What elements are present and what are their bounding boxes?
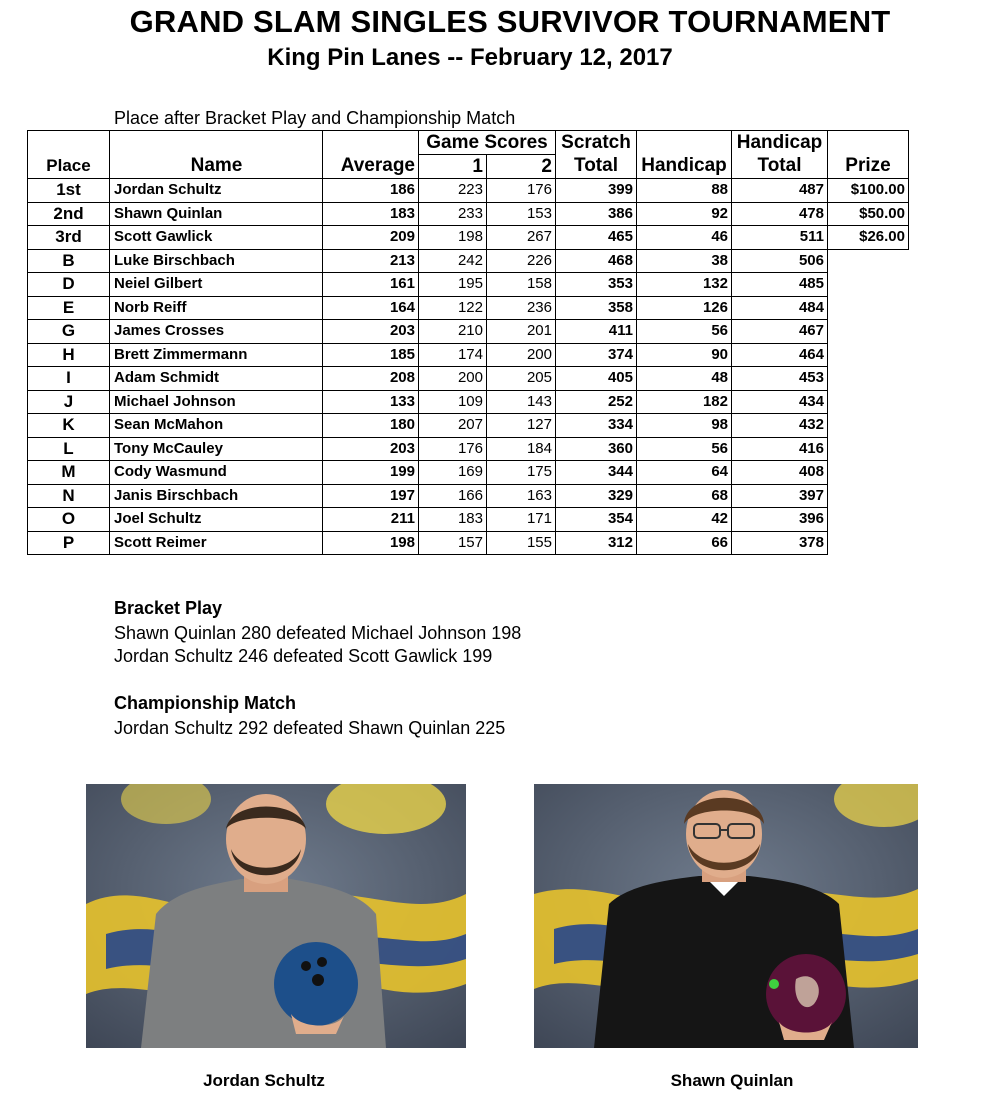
scratch-total-cell: 334 <box>556 414 637 438</box>
game2-cell: 158 <box>487 273 556 297</box>
scratch-total-cell: 354 <box>556 508 637 532</box>
table-row <box>28 461 909 485</box>
prize-cell <box>828 531 909 555</box>
table-row <box>28 484 909 508</box>
game1-cell: 122 <box>419 296 487 320</box>
table-row <box>28 437 909 461</box>
table-row <box>28 296 909 320</box>
name-cell: Janis Birschbach <box>110 484 323 508</box>
handicap-total-cell: 478 <box>732 202 828 226</box>
prize-cell: $100.00 <box>828 179 909 203</box>
handicap-total-cell: 432 <box>732 414 828 438</box>
place-cell: H <box>28 343 110 367</box>
scratch-total-cell: 358 <box>556 296 637 320</box>
scratch-total-cell: 329 <box>556 484 637 508</box>
prize-cell <box>828 296 909 320</box>
table-row <box>28 273 909 297</box>
average-cell: 209 <box>323 226 419 250</box>
table-caption: Place after Bracket Play and Championship Match <box>114 108 516 128</box>
handicap-total-cell: 485 <box>732 273 828 297</box>
game1-cell: 200 <box>419 367 487 391</box>
header-scratch-bottom: Total <box>556 155 637 179</box>
prize-cell <box>828 484 909 508</box>
championship-heading: Championship Match <box>114 693 297 713</box>
name-cell: Michael Johnson <box>110 390 323 414</box>
handicap-total-cell: 467 <box>732 320 828 344</box>
handicap-cell: 132 <box>637 273 732 297</box>
table-row <box>28 343 909 367</box>
handicap-cell: 48 <box>637 367 732 391</box>
game1-cell: 195 <box>419 273 487 297</box>
handicap-total-cell: 378 <box>732 531 828 555</box>
handicap-total-cell: 416 <box>732 437 828 461</box>
table-header-row-1 <box>28 131 909 155</box>
handicap-total-cell: 408 <box>732 461 828 485</box>
average-cell: 211 <box>323 508 419 532</box>
prize-cell <box>828 414 909 438</box>
scratch-total-cell: 353 <box>556 273 637 297</box>
average-cell: 203 <box>323 437 419 461</box>
handicap-total-cell: 396 <box>732 508 828 532</box>
handicap-cell: 66 <box>637 531 732 555</box>
scratch-total-cell: 344 <box>556 461 637 485</box>
header-game-scores: Game Scores <box>419 131 556 155</box>
header-prize: Prize <box>828 155 909 179</box>
game1-cell: 174 <box>419 343 487 367</box>
scratch-total-cell: 468 <box>556 249 637 273</box>
photo-shawn-quinlan <box>534 784 918 1048</box>
scratch-total-cell: 405 <box>556 367 637 391</box>
handicap-total-cell: 434 <box>732 390 828 414</box>
prize-cell: $50.00 <box>828 202 909 226</box>
table-row <box>28 249 909 273</box>
photo-caption-left: Jordan Schultz <box>203 1071 325 1090</box>
handicap-total-cell: 506 <box>732 249 828 273</box>
average-cell: 213 <box>323 249 419 273</box>
table-header-row-2 <box>28 155 909 179</box>
game1-cell: 207 <box>419 414 487 438</box>
handicap-total-cell: 397 <box>732 484 828 508</box>
prize-cell <box>828 273 909 297</box>
game1-cell: 223 <box>419 179 487 203</box>
place-cell: 2nd <box>28 202 110 226</box>
bracket-play-result-2: Jordan Schultz 246 defeated Scott Gawlick 199 <box>114 646 493 666</box>
game2-cell: 175 <box>487 461 556 485</box>
game1-cell: 166 <box>419 484 487 508</box>
handicap-cell: 38 <box>637 249 732 273</box>
game2-cell: 176 <box>487 179 556 203</box>
header-game-1: 1 <box>419 155 487 179</box>
handicap-cell: 98 <box>637 414 732 438</box>
header-average: Average <box>323 155 419 179</box>
average-cell: 180 <box>323 414 419 438</box>
game2-cell: 127 <box>487 414 556 438</box>
name-cell: Tony McCauley <box>110 437 323 461</box>
name-cell: Adam Schmidt <box>110 367 323 391</box>
place-cell: E <box>28 296 110 320</box>
average-cell: 161 <box>323 273 419 297</box>
handicap-total-cell: 487 <box>732 179 828 203</box>
scratch-total-cell: 465 <box>556 226 637 250</box>
average-cell: 203 <box>323 320 419 344</box>
handicap-cell: 56 <box>637 437 732 461</box>
place-cell: 3rd <box>28 226 110 250</box>
table-row <box>28 508 909 532</box>
place-cell: B <box>28 249 110 273</box>
game2-cell: 226 <box>487 249 556 273</box>
game2-cell: 155 <box>487 531 556 555</box>
header-handicap-total-bottom: Total <box>732 155 828 179</box>
header-handicap-total-top: Handicap <box>732 131 828 155</box>
place-cell: K <box>28 414 110 438</box>
name-cell: Brett Zimmermann <box>110 343 323 367</box>
place-cell: P <box>28 531 110 555</box>
prize-cell: $26.00 <box>828 226 909 250</box>
handicap-cell: 182 <box>637 390 732 414</box>
game2-cell: 205 <box>487 367 556 391</box>
table-row <box>28 367 909 391</box>
header-name: Name <box>110 155 323 179</box>
name-cell: James Crosses <box>110 320 323 344</box>
average-cell: 186 <box>323 179 419 203</box>
game2-cell: 184 <box>487 437 556 461</box>
game1-cell: 109 <box>419 390 487 414</box>
header-game-2: 2 <box>487 155 556 179</box>
scratch-total-cell: 252 <box>556 390 637 414</box>
handicap-cell: 126 <box>637 296 732 320</box>
name-cell: Scott Reimer <box>110 531 323 555</box>
average-cell: 185 <box>323 343 419 367</box>
average-cell: 164 <box>323 296 419 320</box>
handicap-cell: 64 <box>637 461 732 485</box>
handicap-cell: 56 <box>637 320 732 344</box>
name-cell: Neiel Gilbert <box>110 273 323 297</box>
photo-caption-right: Shawn Quinlan <box>670 1071 794 1090</box>
game2-cell: 171 <box>487 508 556 532</box>
prize-cell <box>828 390 909 414</box>
place-cell: O <box>28 508 110 532</box>
place-cell: J <box>28 390 110 414</box>
game1-cell: 198 <box>419 226 487 250</box>
table-row <box>28 414 909 438</box>
name-cell: Luke Birschbach <box>110 249 323 273</box>
page-subtitle: King Pin Lanes -- February 12, 2017 <box>267 44 673 71</box>
table-row <box>28 320 909 344</box>
winner-photo-illustration <box>86 784 466 1048</box>
average-cell: 183 <box>323 202 419 226</box>
name-cell: Jordan Schultz <box>110 179 323 203</box>
page-title: GRAND SLAM SINGLES SURVIVOR TOURNAMENT <box>129 4 891 39</box>
handicap-total-cell: 453 <box>732 367 828 391</box>
header-handicap: Handicap <box>637 155 732 179</box>
table-row <box>28 202 909 226</box>
table-row <box>28 390 909 414</box>
game1-cell: 242 <box>419 249 487 273</box>
scratch-total-cell: 411 <box>556 320 637 344</box>
handicap-cell: 68 <box>637 484 732 508</box>
place-cell: 1st <box>28 179 110 203</box>
handicap-total-cell: 484 <box>732 296 828 320</box>
name-cell: Joel Schultz <box>110 508 323 532</box>
game1-cell: 157 <box>419 531 487 555</box>
scratch-total-cell: 360 <box>556 437 637 461</box>
place-cell: L <box>28 437 110 461</box>
handicap-cell: 92 <box>637 202 732 226</box>
table-row <box>28 531 909 555</box>
prize-cell <box>828 320 909 344</box>
scratch-total-cell: 374 <box>556 343 637 367</box>
scratch-total-cell: 386 <box>556 202 637 226</box>
handicap-cell: 42 <box>637 508 732 532</box>
handicap-cell: 46 <box>637 226 732 250</box>
game1-cell: 169 <box>419 461 487 485</box>
place-cell: G <box>28 320 110 344</box>
handicap-total-cell: 511 <box>732 226 828 250</box>
table-row <box>28 179 909 203</box>
prize-cell <box>828 437 909 461</box>
photo-jordan-schultz <box>86 784 466 1048</box>
place-cell: D <box>28 273 110 297</box>
game2-cell: 236 <box>487 296 556 320</box>
results-table <box>27 130 909 555</box>
bracket-play-result-1: Shawn Quinlan 280 defeated Michael Johnson 198 <box>114 623 522 643</box>
place-cell: I <box>28 367 110 391</box>
game2-cell: 267 <box>487 226 556 250</box>
average-cell: 198 <box>323 531 419 555</box>
name-cell: Cody Wasmund <box>110 461 323 485</box>
prize-cell <box>828 249 909 273</box>
prize-cell <box>828 343 909 367</box>
average-cell: 133 <box>323 390 419 414</box>
table-row <box>28 226 909 250</box>
scratch-total-cell: 399 <box>556 179 637 203</box>
championship-result: Jordan Schultz 292 defeated Shawn Quinlan 225 <box>114 718 506 738</box>
average-cell: 199 <box>323 461 419 485</box>
average-cell: 197 <box>323 484 419 508</box>
game2-cell: 153 <box>487 202 556 226</box>
name-cell: Sean McMahon <box>110 414 323 438</box>
name-cell: Shawn Quinlan <box>110 202 323 226</box>
game2-cell: 200 <box>487 343 556 367</box>
prize-cell <box>828 461 909 485</box>
runner-up-photo-illustration <box>534 784 918 1048</box>
bracket-play-heading: Bracket Play <box>114 598 223 618</box>
handicap-total-cell: 464 <box>732 343 828 367</box>
prize-cell <box>828 367 909 391</box>
game2-cell: 201 <box>487 320 556 344</box>
average-cell: 208 <box>323 367 419 391</box>
game2-cell: 143 <box>487 390 556 414</box>
game1-cell: 183 <box>419 508 487 532</box>
name-cell: Norb Reiff <box>110 296 323 320</box>
scratch-total-cell: 312 <box>556 531 637 555</box>
name-cell: Scott Gawlick <box>110 226 323 250</box>
prize-cell <box>828 508 909 532</box>
game1-cell: 233 <box>419 202 487 226</box>
game1-cell: 210 <box>419 320 487 344</box>
game2-cell: 163 <box>487 484 556 508</box>
place-cell: M <box>28 461 110 485</box>
handicap-cell: 90 <box>637 343 732 367</box>
place-cell: N <box>28 484 110 508</box>
header-scratch-top: Scratch <box>556 131 637 155</box>
handicap-cell: 88 <box>637 179 732 203</box>
header-place: Place <box>28 155 110 179</box>
game1-cell: 176 <box>419 437 487 461</box>
